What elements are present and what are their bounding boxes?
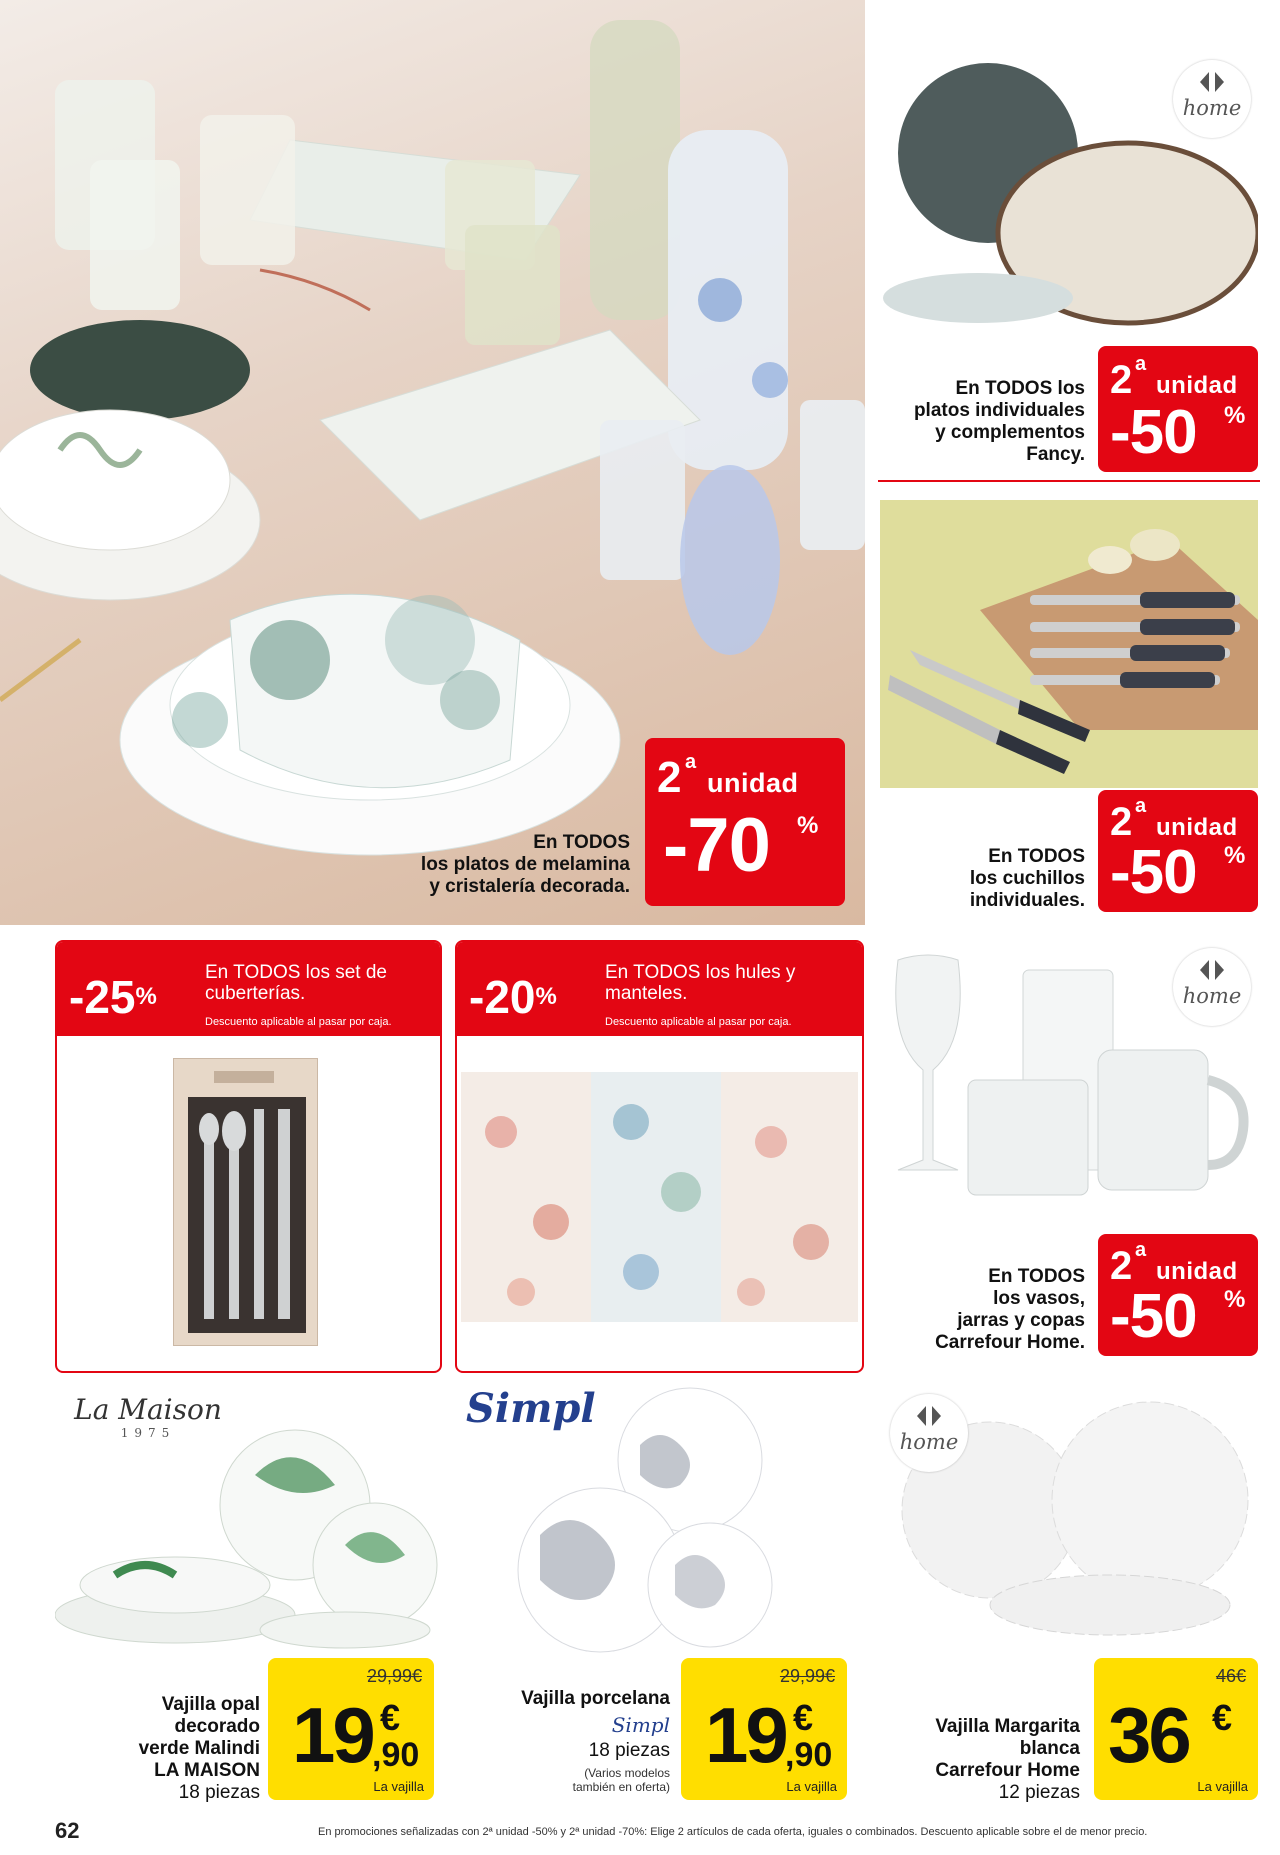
badge-percent: % — [1224, 402, 1246, 429]
simpl-pieces: 18 piezas — [588, 1740, 670, 1761]
tablecloth-offer-line: En TODOS los hules y — [605, 962, 796, 983]
knives-promo-line: En TODOS — [988, 846, 1085, 867]
price-unit: La vajilla — [786, 1779, 837, 1794]
badge-discount: -50 — [1110, 398, 1197, 467]
price-integer: 36 — [1108, 1691, 1189, 1779]
badge-ordinal: 2 — [1110, 1244, 1133, 1288]
tablecloth-discount-sign: % — [535, 983, 557, 1010]
la-maison-logo-year: 1975 — [120, 1426, 176, 1440]
badge-ordinal-sup: a — [1135, 795, 1147, 817]
tablecloth-offer-text — [605, 962, 795, 1004]
glasses-promo-text — [880, 1266, 1085, 1354]
simpl-note-line: también en oferta) — [572, 1780, 670, 1794]
tablecloth-offer — [455, 940, 864, 1373]
fancy-promo-line: platos individuales — [913, 400, 1085, 421]
la-maison-pieces: 18 piezas — [178, 1782, 260, 1803]
product-name-line: Vajilla opal — [161, 1694, 260, 1715]
cutlery-offer-header — [57, 942, 440, 1036]
knives-illustration — [880, 500, 1258, 788]
simpl-note-line: (Varios modelos — [584, 1766, 670, 1780]
page-number: 62 — [55, 1818, 80, 1843]
badge-ordinal: 2 — [1110, 358, 1133, 402]
margarita-product-name — [880, 1716, 1080, 1782]
badge-unit: unidad — [707, 768, 799, 798]
old-price: 29,99€ — [779, 1666, 835, 1686]
cutlery-offer-line: cuberterías. — [205, 983, 306, 1004]
tablecloth-photo — [461, 1072, 858, 1322]
simpl-product-name: Vajilla porcelana — [521, 1688, 670, 1709]
tablecloth-illustration — [461, 1072, 858, 1322]
simpl-note — [470, 1766, 670, 1794]
cutlery-discount — [69, 971, 157, 1023]
price-integer: 19 — [292, 1691, 373, 1779]
cutlery-offer-line: En TODOS los set de — [205, 962, 387, 983]
price-decimal: ,90 — [785, 1736, 833, 1774]
badge-discount: -50 — [1110, 838, 1197, 907]
price-currency: € — [380, 1697, 401, 1738]
badge-ordinal-sup: a — [685, 751, 697, 773]
fancy-badge — [1098, 346, 1258, 472]
badge-unit: unidad — [1156, 372, 1238, 399]
glasses-promo-line: jarras y copas — [957, 1310, 1085, 1331]
carrefour-home-logo — [890, 1394, 968, 1472]
tablecloth-offer-header — [457, 942, 862, 1036]
knives-promo-line: individuales. — [969, 890, 1085, 911]
badge-unit: unidad — [1156, 814, 1238, 841]
tablecloth-offer-line: manteles. — [605, 983, 688, 1004]
carrefour-home-logo — [1173, 948, 1251, 1026]
price-currency: € — [793, 1697, 814, 1738]
fancy-promo-line: En TODOS los — [955, 378, 1085, 399]
price-unit: La vajilla — [1197, 1779, 1248, 1794]
la-maison-dinnerware-illustration — [55, 1415, 440, 1650]
glasses-badge — [1098, 1234, 1258, 1356]
margarita-pieces: 12 piezas — [998, 1782, 1080, 1803]
simpl-price-box — [681, 1658, 847, 1800]
simpl-small-logo: Simpl — [611, 1713, 670, 1737]
price-decimal: ,90 — [372, 1736, 420, 1774]
margarita-price-box — [1094, 1658, 1258, 1800]
hero-promo-text — [330, 832, 630, 898]
badge-discount: -70 — [663, 803, 770, 888]
old-price: 29,99€ — [366, 1666, 422, 1686]
home-logo-word: home — [899, 1430, 959, 1454]
badge-ordinal: 2 — [1110, 800, 1133, 844]
glasses-promo-line: los vasos, — [993, 1288, 1085, 1309]
la-maison-product-name — [60, 1694, 260, 1782]
fancy-promo-line: Fancy. — [1026, 444, 1085, 465]
carrefour-logo-icon — [1197, 70, 1227, 94]
badge-percent: % — [1224, 842, 1246, 869]
knives-photo — [880, 500, 1258, 788]
badge-ordinal: 2 — [657, 753, 682, 802]
footer-disclaimer: En promociones señalizadas con 2ª unidad -50% y 2ª unidad -70%: Elige 2 artículos de cada oferta, iguales o combinados. Descuento aplicable sobre el de menor precio. — [318, 1826, 1148, 1838]
fancy-promo-line: y complementos — [935, 422, 1085, 443]
hero-promo-line: los platos de melamina — [420, 854, 630, 875]
divider — [878, 480, 1260, 482]
product-name-line: blanca — [1019, 1738, 1080, 1759]
knives-promo-line: los cuchillos — [969, 868, 1085, 889]
cutlery-discount-sign: % — [135, 983, 157, 1010]
knives-promo-text — [880, 846, 1085, 912]
la-maison-logo-text: La Maison — [74, 1393, 222, 1426]
cutlery-discount-value: -25 — [69, 971, 136, 1023]
badge-ordinal-sup: a — [1135, 1239, 1147, 1261]
hero-badge — [645, 738, 845, 906]
fancy-promo-text — [850, 378, 1085, 466]
product-name-line: Carrefour Home — [935, 1760, 1080, 1781]
simpl-dinnerware-illustration — [510, 1385, 810, 1655]
hero-promo-line: En TODOS — [533, 832, 630, 853]
glasses-promo-line: Carrefour Home. — [935, 1332, 1085, 1353]
product-name-line: decorado — [174, 1716, 260, 1737]
badge-percent: % — [797, 812, 819, 839]
glasses-promo-line: En TODOS — [988, 1266, 1085, 1287]
cutlery-illustration — [174, 1059, 318, 1346]
cutlery-offer-note: Descuento aplicable al pasar por caja. — [205, 1016, 392, 1028]
hero-promo-line: y cristalería decorada. — [429, 876, 630, 897]
badge-ordinal-sup: a — [1135, 353, 1147, 375]
knives-badge — [1098, 790, 1258, 912]
home-logo-word: home — [1182, 984, 1242, 1008]
la-maison-price-box — [268, 1658, 434, 1800]
product-name-line: LA MAISON — [154, 1760, 260, 1781]
badge-unit: unidad — [1156, 1258, 1238, 1285]
product-name-line: verde Malindi — [138, 1738, 260, 1759]
tablecloth-discount-value: -20 — [469, 971, 536, 1023]
carrefour-logo-icon — [914, 1404, 944, 1428]
cutlery-offer-text — [205, 962, 387, 1004]
home-logo-word: home — [1182, 96, 1242, 120]
cutlery-offer — [55, 940, 442, 1373]
price-unit: La vajilla — [373, 1779, 424, 1794]
cutlery-set-photo — [173, 1058, 318, 1346]
old-price: 46€ — [1215, 1666, 1246, 1686]
carrefour-home-logo — [1173, 60, 1251, 138]
carrefour-logo-icon — [1197, 958, 1227, 982]
price-integer: 19 — [705, 1691, 786, 1779]
product-name-line: Vajilla Margarita — [935, 1716, 1080, 1737]
simpl-dinnerware-photo — [510, 1385, 810, 1655]
simpl-logo: Simpl — [466, 1385, 596, 1432]
la-maison-dinnerware-photo — [55, 1415, 440, 1650]
price-currency: € — [1212, 1697, 1233, 1738]
tablecloth-offer-note: Descuento aplicable al pasar por caja. — [605, 1016, 792, 1028]
tablecloth-discount — [469, 971, 557, 1023]
badge-percent: % — [1224, 1286, 1246, 1313]
badge-discount: -50 — [1110, 1282, 1197, 1351]
